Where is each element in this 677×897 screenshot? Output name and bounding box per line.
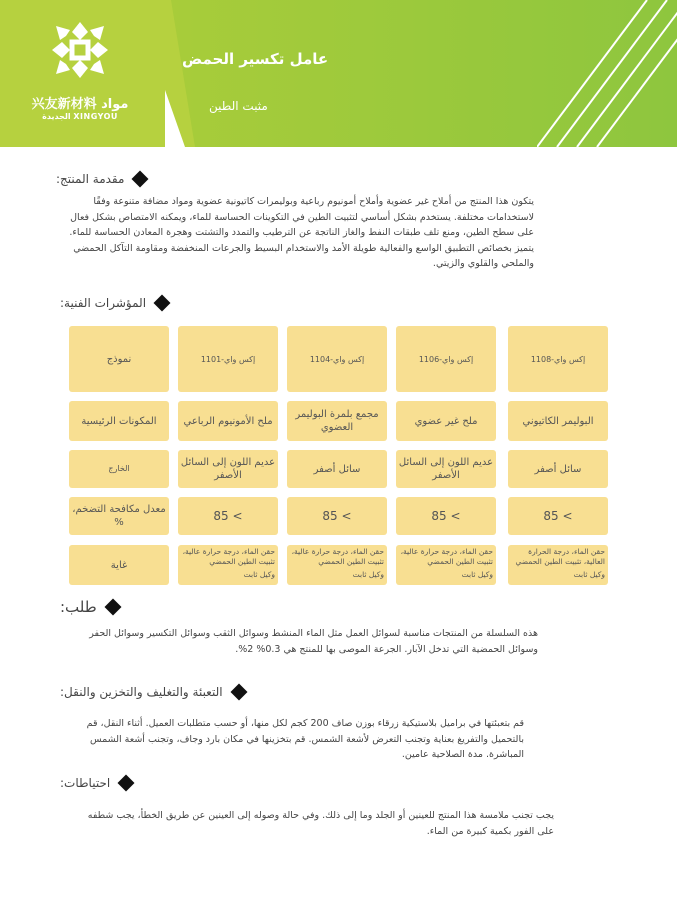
spec-label-components: المكونات الرئيسية [69, 401, 169, 441]
purpose-text: حقن الماء، درجة حرارة عالية، تثبيت الطين الحمضي [400, 547, 493, 566]
application-heading [60, 598, 119, 616]
spec-anti-swelling-cell: > 85 [178, 497, 278, 535]
precautions-text: يجب تجنب ملامسة هذا المنتج للعينين أو الجلد وما إلى ذلك. وفي حالة وصوله إلى العينين عن طريق الخطأ، يجب شطفه على الفور بكمية كبيرة من الماء. [87, 810, 554, 837]
spec-components-cell: ملح غير عضوي [396, 401, 496, 441]
precautions-heading [60, 776, 132, 790]
logo-panel [0, 0, 165, 147]
spec-anti-swelling-cell: > 85 [396, 497, 496, 535]
spec-appearance-cell: سائل أصفر [287, 450, 387, 488]
spec-appearance-cell: سائل أصفر [508, 450, 608, 488]
packaging-heading [60, 685, 245, 699]
spec-appearance-cell: عديم اللون إلى السائل الأصفر [178, 450, 278, 488]
spec-model-cell: إكس واي-1108 [508, 326, 608, 392]
header-stripes [537, 0, 677, 147]
spec-model-cell: إكس واي-1101 [178, 326, 278, 392]
intro-heading [56, 172, 146, 186]
spec-model-cell: إكس واي-1106 [396, 326, 496, 392]
spec-label-purpose: غاية [69, 545, 169, 585]
bullet-diamond-icon [154, 295, 171, 312]
spec-model-cell: إكس واي-1104 [287, 326, 387, 392]
spec-label-appearance: الخارج [69, 450, 169, 488]
stabilizer-text: وكيل ثابت [461, 570, 493, 579]
bullet-diamond-icon [132, 171, 149, 188]
intro-title: مقدمة المنتج: [56, 172, 125, 186]
logo-name-cn: 兴友新材料 مواد [31, 97, 129, 112]
stabilizer-text: وكيل ثابت [573, 570, 605, 579]
document-subtitle: مثبت الطين [209, 99, 268, 113]
spec-label-model: نموذج [69, 326, 169, 392]
spec-anti-swelling-cell: > 85 [287, 497, 387, 535]
stabilizer-text: وكيل ثابت [352, 570, 384, 579]
header-notch [165, 0, 195, 147]
application-title: طلب: [60, 598, 97, 616]
spec-purpose-cell [178, 545, 278, 585]
spec-components-cell: مجمع بلمرة البوليمر العضوي [287, 401, 387, 441]
spec-appearance-cell: عديم اللون إلى السائل الأصفر [396, 450, 496, 488]
purpose-text: حقن الماء، درجة الحرارة العالية، تثبيت الطين الحمضي [515, 547, 605, 566]
spec-components-cell: ملح الأمونيوم الرباعي [178, 401, 278, 441]
purpose-text: حقن الماء، درجة حرارة عالية، تثبيت الطين الحمضي [182, 547, 275, 566]
spec-purpose-cell [287, 545, 387, 585]
document-title: عامل تكسير الحمض [182, 50, 329, 68]
precautions-title: احتياطات: [60, 776, 111, 790]
purpose-text: حقن الماء، درجة حرارة عالية، تثبيت الطين الحمضي [291, 547, 384, 566]
specs-heading [60, 296, 168, 310]
spec-purpose-cell [508, 545, 608, 585]
bullet-diamond-icon [118, 775, 135, 792]
packaging-text: قم بتعبئتها في براميل بلاستيكية زرقاء بوزن صاف 200 كجم لكل منها، أو حسب متطلبات العميل. أثناء النقل، قم بالتحميل والتفريغ بعناية وتجنب التعرض لأشعة الشمس. قم بتخزينها في مكان بارد وجاف، وتجنب أشعة الشمس المباشرة. مدة الصلاحية عامين. [86, 718, 524, 760]
application-text: هذه السلسلة من المنتجات مناسبة لسوائل العمل مثل الماء المنشط وسوائل الثقب وسوائل التكسير وسوائل الحفر وسوائل الحمضية التي تدخل الآبار. الجرعة الموصى بها للمنتج هي 0.3% 2%. [89, 628, 538, 655]
bullet-diamond-icon [104, 599, 121, 616]
xingyou-logo-icon [48, 18, 112, 82]
bullet-diamond-icon [230, 684, 247, 701]
spec-label-anti-swelling: معدل مكافحة التضخم، % [69, 497, 169, 535]
specs-title: المؤشرات الفنية: [60, 296, 147, 310]
spec-components-cell: البوليمر الكاتيوني [508, 401, 608, 441]
spec-anti-swelling-cell: > 85 [508, 497, 608, 535]
spec-purpose-cell [396, 545, 496, 585]
intro-text: يتكون هذا المنتج من أملاح غير عضوية وأملاح أمونيوم رباعية وبوليمرات كاتيونية عضوية ومواد مضافة متنوعة وفقًا لاستخدامات مختلفة. يستخدم بشكل أساسي لتثبيت الطين في التكوينات الحساسة للماء، ويمكنه الامتصاص بشكل فعال على سطح الطين، ومنع تلف طبقات النفط والغاز الناتجة عن الترطيب والتمدد والتشتت وهجرة المعادن الحساسة للماء. يتميز بخصائص التطبيق الواسع والفعالية طويلة الأمد والاستخدام البسيط والجرعات المنخفضة ومقاومة التآكل الحمضي والملحي والقلوي والزيتي. [69, 196, 534, 269]
stabilizer-text: وكيل ثابت [243, 570, 275, 579]
header-banner [0, 0, 677, 147]
packaging-title: التعبئة والتغليف والتخزين والنقل: [60, 685, 223, 699]
logo-name-en: الجديدة XINGYOU [42, 112, 118, 121]
